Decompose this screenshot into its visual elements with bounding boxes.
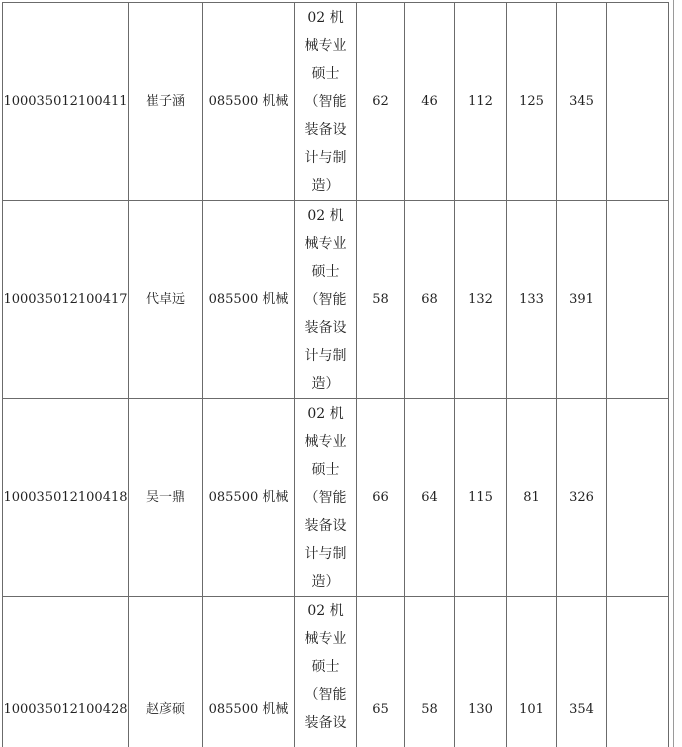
total-score-cell: 345 [557,3,607,201]
direction-line: 装备设 [304,517,347,534]
major-cell: 085500 机械 [203,597,295,747]
direction-line: （智能 [304,489,347,506]
note-cell [607,3,669,201]
page-edge-divider [673,0,674,747]
major-cell: 085500 机械 [203,201,295,399]
direction-line: 械专业 [304,235,347,252]
direction-line: （智能 [304,291,347,308]
direction-line: 硕士 [311,461,340,478]
direction-line: 计与制 [304,347,347,364]
total-score-cell: 354 [557,597,607,747]
direction-cell [295,3,357,201]
score-4-cell: 81 [507,399,557,597]
direction-line: 造） [311,573,340,590]
score-2-cell: 58 [405,597,455,747]
score-1-cell: 65 [357,597,405,747]
exam-id-cell: 100035012100411 [3,3,129,201]
name-cell: 崔子涵 [129,3,203,201]
score-2-cell: 68 [405,201,455,399]
direction-line: 计与制 [304,149,347,166]
direction-cell [295,201,357,399]
direction-line: （智能 [304,687,347,703]
score-1-cell: 62 [357,3,405,201]
direction-line: 02 机 [307,207,344,224]
direction-line: 硕士 [311,659,340,675]
score-3-cell: 115 [455,399,507,597]
direction-line: 装备设 [304,319,347,336]
exam-id-cell: 100035012100418 [3,399,129,597]
name-cell: 吴一鼎 [129,399,203,597]
score-4-cell: 133 [507,201,557,399]
direction-line: 硕士 [311,263,340,280]
total-score-cell: 326 [557,399,607,597]
direction-line: 硕士 [311,65,340,82]
note-cell [607,399,669,597]
major-cell: 085500 机械 [203,3,295,201]
name-cell: 赵彦硕 [129,597,203,747]
direction-line: 02 机 [307,9,344,26]
direction-line: 02 机 [307,603,344,619]
note-cell [607,597,669,747]
score-1-cell: 58 [357,201,405,399]
score-4-cell: 125 [507,3,557,201]
exam-id-cell: 100035012100428 [3,597,129,747]
total-score-cell: 391 [557,201,607,399]
table-row [3,597,669,747]
direction-line: 械专业 [304,631,347,647]
score-4-cell: 101 [507,597,557,747]
exam-id-cell: 100035012100417 [3,201,129,399]
score-table [2,2,669,747]
direction-line: 造） [311,375,340,392]
name-cell: 代卓远 [129,201,203,399]
score-3-cell: 112 [455,3,507,201]
score-3-cell: 130 [455,597,507,747]
direction-line: （智能 [304,93,347,110]
direction-cell [295,597,357,747]
direction-cell [295,399,357,597]
direction-line: 计与制 [304,545,347,562]
direction-line: 装备设 [304,715,347,731]
direction-line: 02 机 [307,405,344,422]
direction-line: 装备设 [304,121,347,138]
direction-line: 械专业 [304,433,347,450]
score-1-cell: 66 [357,399,405,597]
score-2-cell: 46 [405,3,455,201]
major-cell: 085500 机械 [203,399,295,597]
table-row [3,399,669,597]
score-2-cell: 64 [405,399,455,597]
direction-line: 械专业 [304,37,347,54]
table-row [3,201,669,399]
table-row [3,3,669,201]
score-3-cell: 132 [455,201,507,399]
direction-line: 造） [311,177,340,194]
note-cell [607,201,669,399]
